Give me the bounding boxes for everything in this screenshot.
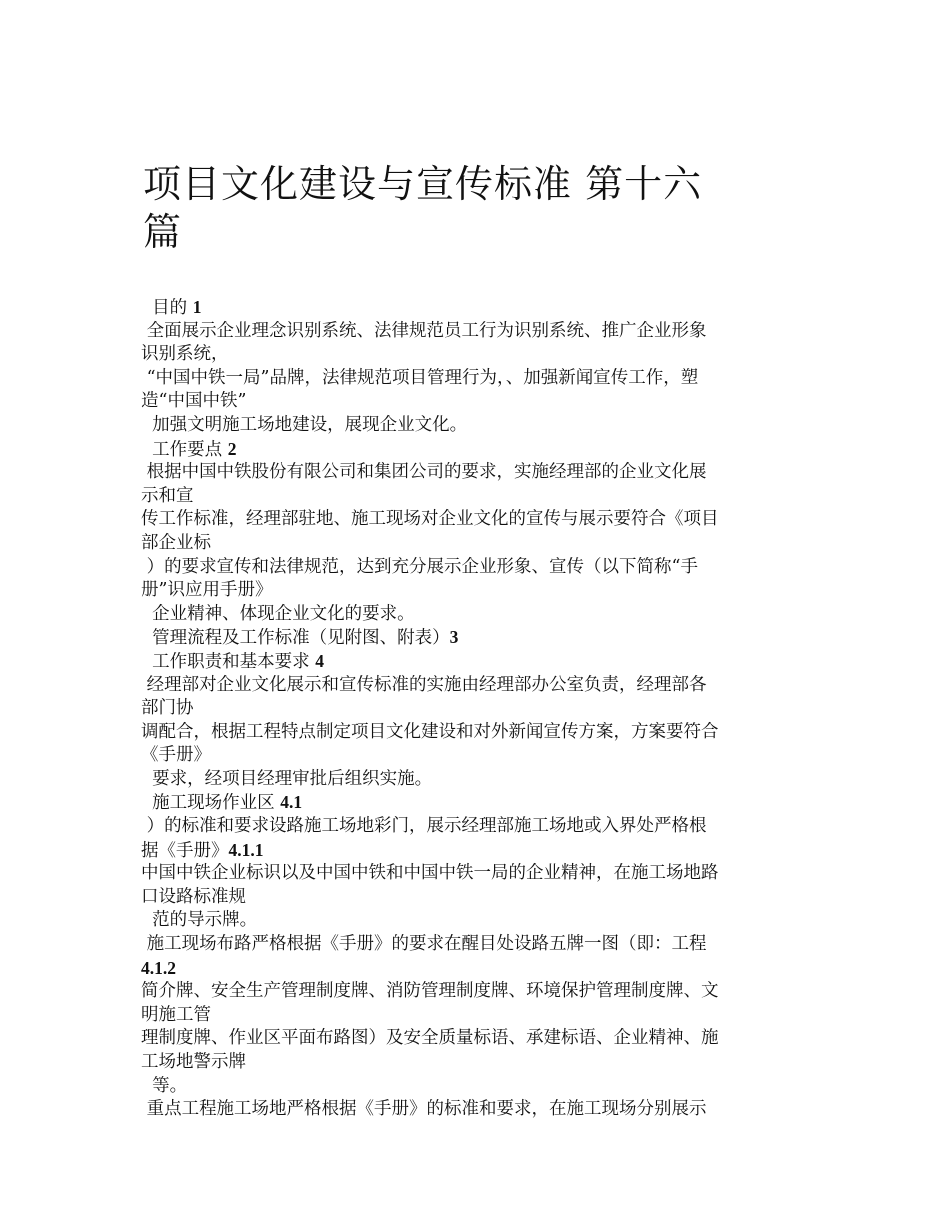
text-line: [141, 603, 821, 627]
text-line: [141, 886, 821, 910]
text-line: [141, 390, 821, 414]
line-text: 工场地警示牌: [141, 1052, 246, 1072]
line-text: 部门协: [141, 698, 194, 719]
text-line: [141, 744, 821, 768]
line-text: 示和宣: [141, 485, 194, 506]
text-line: [141, 1027, 821, 1051]
text-line: [141, 367, 821, 391]
text-line: [141, 909, 821, 933]
line-text: 企业精神、体现企业文化的要求。: [141, 603, 415, 624]
text-line: [141, 815, 821, 839]
line-text: 经理部对企业文化展示和宣传标准的实施由经理部办公室负责，经理部各: [141, 674, 707, 695]
line-text: “中国中铁一局”品牌，法律规范项目管理行为，、加强新闻宣传工作，塑: [141, 367, 699, 388]
line-text: 调配合，根据工程特点制定项目文化建设和对外新闻宣传方案，方案要符合: [141, 721, 719, 742]
line-text: 施工现场布路严格根据《手册》的要求在醒目处设路五牌一图（即：工程: [141, 934, 707, 955]
line-text: 工作要点: [141, 439, 228, 460]
line-text: 部企业标: [141, 532, 211, 553]
line-text: 传工作标准，经理部驻地、施工现场对企业文化的宣传与展示要符合《项目: [141, 509, 719, 530]
line-text: 加强文明施工场地建设，展现企业文化。: [141, 414, 468, 435]
text-line: [141, 438, 821, 462]
document-body: [141, 296, 821, 1122]
section-number: 2: [227, 438, 237, 459]
section-number: 1: [192, 297, 202, 317]
text-line: [141, 957, 821, 981]
text-line: [141, 485, 821, 509]
text-line: [141, 768, 821, 792]
text-line: [141, 1098, 821, 1122]
text-line: [141, 508, 821, 532]
line-text: 造“中国中铁”: [141, 391, 247, 412]
line-text: 范的导示牌。: [141, 910, 258, 931]
text-line: [141, 674, 821, 698]
text-line: [141, 461, 821, 485]
title-line-2: 篇: [143, 210, 183, 254]
text-line: [141, 343, 821, 367]
line-text: 简介牌、安全生产管理制度牌、消防管理制度牌、环境保护管理制度牌、文: [141, 981, 719, 1002]
line-text: 要求，经项目经理审批后组织实施。: [141, 768, 433, 789]
text-line: [141, 697, 821, 721]
line-text: 等。: [141, 1075, 188, 1096]
text-line: [141, 532, 821, 556]
line-text: ）的要求宣传和法律规范，达到充分展示企业形象、宣传（以下简称“手: [141, 556, 699, 577]
text-line: [141, 414, 821, 438]
line-text: 工作职责和基本要求: [141, 651, 316, 672]
line-text: ）的标准和要求设路施工场地彩门，展示经理部施工场地或入界处严格根: [141, 816, 707, 837]
text-line: [141, 1051, 821, 1075]
text-line: [141, 791, 821, 815]
text-line: [141, 626, 821, 650]
text-line: [141, 556, 821, 580]
text-line: [141, 862, 821, 886]
line-text: 册”识应用手册》: [141, 580, 273, 601]
line-text: 全面展示企业理念识别系统、法律规范员工行为识别系统、推广企业形象: [141, 320, 707, 341]
section-number: 3: [449, 627, 459, 648]
text-line: [141, 320, 821, 344]
title-line-1: 项目文化建设与宣传标准 第十六: [143, 162, 703, 206]
text-line: [141, 933, 821, 957]
line-text: 施工现场作业区: [141, 793, 281, 814]
line-text: 明施工管: [141, 1004, 211, 1025]
text-line: [141, 296, 821, 320]
text-line: [141, 980, 821, 1004]
line-text: 理制度牌、作业区平面布路图）及安全质量标语、承建标语、企业精神、施: [141, 1028, 719, 1049]
line-text: 《手册》: [141, 745, 211, 766]
section-number: 4.1.1: [228, 839, 264, 860]
line-text: 据《手册》: [141, 840, 229, 861]
line-text: 管理流程及工作标准（见附图、附表）: [141, 628, 450, 649]
text-line: [141, 650, 821, 674]
section-number: 4.1: [280, 792, 303, 813]
text-line: [141, 1075, 821, 1099]
line-text: 重点工程施工场地严格根据《手册》的标准和要求，在施工现场分别展示: [141, 1099, 707, 1120]
text-line: [141, 1004, 821, 1028]
section-number: 4.1.2: [141, 957, 176, 978]
text-line: [141, 721, 821, 745]
document-title: [143, 160, 823, 256]
text-line: [141, 839, 821, 863]
line-text: 根据中国中铁股份有限公司和集团公司的要求，实施经理部的企业文化展: [141, 462, 707, 483]
line-text: 识别系统，: [141, 344, 229, 365]
text-line: [141, 579, 821, 603]
line-text: 目的: [141, 298, 193, 318]
line-text: 口设路标准规: [141, 886, 246, 907]
line-text: 中国中铁企业标识以及中国中铁和中国中铁一局的企业精神，在施工场地路: [141, 863, 719, 884]
section-number: 4: [315, 650, 324, 671]
